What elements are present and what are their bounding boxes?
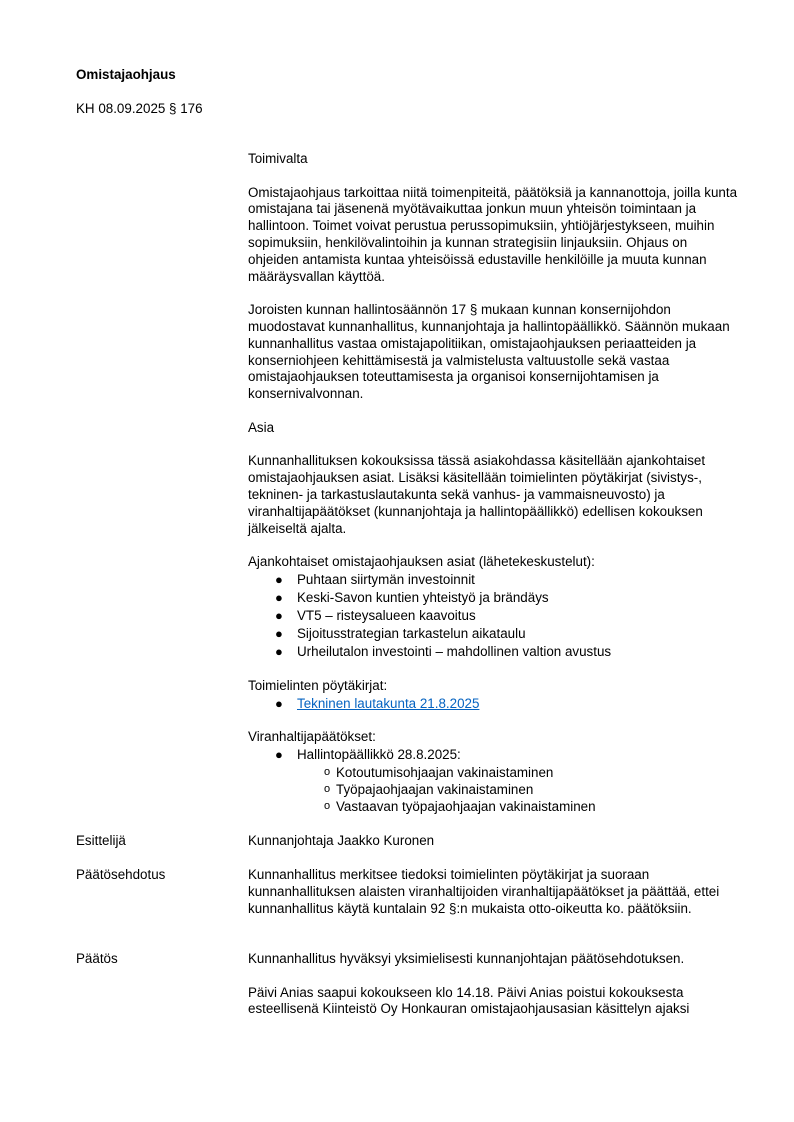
toimivalta-heading: Toimivalta [248, 151, 308, 166]
poytakirjat-list [248, 695, 740, 713]
list-item: ● Puhtaan siirtymän investoinnit [275, 571, 475, 587]
list-item: ● Keski-Savon kuntien yhteistyö ja brändäys [275, 589, 549, 605]
bullet-dot-icon: ● [275, 695, 283, 711]
viranhaltija-list [248, 746, 740, 764]
esittelija-label: Esittelijä [76, 833, 126, 848]
poytakirjat-heading: Toimielinten pöytäkirjat: [248, 677, 388, 693]
bullet-dot-icon: ● [275, 747, 283, 763]
bullet-dot-icon: ● [275, 625, 283, 641]
viranhaltija-heading: Viranhaltijapäätökset: [248, 729, 376, 745]
paatos-note: Päivi Anias saapui kokoukseen klo 14.18. Päivi Anias poistui kokouksesta esteellisenä Kiinteistö Oy Honkauran omistajaohjausasian käsittelyn ajaksi [248, 984, 690, 1017]
toimivalta-paragraph-2: Joroisten kunnan hallintosäännön 17 § mukaan kunnan konsernijohdon muodostavat kunnanhallitus, kunnanjohtaja ja hallintopäällikkö. Säännön mukaan kunnanhallitus vastaa omistajapolitiikan, omistajaohjauksen periaatteiden ja konserniohjeen kehittämisestä ja valmistelusta valtuustolle sekä vastaa omistajaohjauksen toteuttamisesta ja organisoi konsernijohtamisen ja konsernivalvonnan. [248, 302, 730, 402]
bullet-dot-icon: ● [275, 571, 283, 587]
list-item [248, 695, 740, 713]
asia-paragraph: Kunnanhallituksen kokouksissa tässä asiakohdassa käsitellään ajankohtaiset omistajaohjauksen asiat. Lisäksi käsitellään toimielinten pöytäkirjat (sivistys-, tekninen- ja tarkastuslautakunta sekä vanhus- ja vammaisneuvosto) ja viranhaltijapäätökset (kunnanjohtaja ja hallintopäällikkö) edellisen kokouksen jälkeiseltä ajalta. [248, 453, 706, 536]
list-item: ● VT5 – risteysalueen kaavoitus [275, 607, 476, 623]
hollow-circle-icon: o [324, 800, 331, 813]
main-content [248, 151, 740, 815]
toimivalta-paragraph-1: Omistajaohjaus tarkoittaa niitä toimenpiteitä, päätöksiä ja kannanottoja, joilla kunta omistajana tai jäsenenä myötävaikuttaa jonkun muun yhteisön toimintaan ja hallintoon. Toimet voivat perustua perussopimuksiin, yhtiöjärjestykseen, muihin sopimuksiin, henkilövalintoihin ja kunnan strategisiin linjauksiin. Ohjaus on ohjeiden antamista kuntaa yhteisöissä edustaville henkilöille ja muuta kunnan määräysvallan käyttöä. [248, 184, 738, 284]
bullet-dot-icon: ● [275, 589, 283, 605]
paatosehdotus-label: Päätösehdotus [76, 867, 166, 882]
asia-heading: Asia [248, 419, 275, 435]
ajankohtaiset-list [248, 571, 740, 661]
bullet-dot-icon: ● [275, 643, 283, 659]
paatos-label: Päätös [76, 951, 118, 966]
esittelija-value: Kunnanjohtaja Jaakko Kuronen [248, 833, 435, 848]
meeting-reference: KH 08.09.2025 § 176 [76, 101, 203, 116]
list-item: ● Urheilutalon investointi – mahdollinen valtion avustus [275, 643, 612, 659]
list-item: ● Hallintopäällikkö 28.8.2025: [275, 747, 461, 763]
list-item: o Työpajaohjaajan vakinaistaminen [324, 782, 534, 798]
viranhaltija-sublist [248, 764, 740, 815]
bullet-dot-icon: ● [275, 607, 283, 623]
list-item: o Vastaavan työpajaohjaajan vakinaistaminen [324, 799, 596, 815]
list-item: o Kotoutumisohjaajan vakinaistaminen [324, 765, 554, 781]
page-title: Omistajaohjaus [76, 67, 176, 82]
paatos-value: Kunnanhallitus hyväksyi yksimielisesti kunnanjohtajan päätösehdotuksen. [248, 951, 685, 966]
tekninen-lautakunta-link[interactable]: Tekninen lautakunta 21.8.2025 [297, 695, 480, 711]
paatosehdotus-value: Kunnanhallitus merkitsee tiedoksi toimielinten pöytäkirjat ja suoraan kunnanhallituksen alaisten viranhaltijoiden viranhaltijapäätökset ja päättää, ettei kunnanhallitus käytä kuntalain 92 §:n mukaista otto-oikeutta ko. päätöksiin. [248, 867, 720, 916]
hollow-circle-icon: o [324, 783, 331, 796]
ajankohtaiset-heading: Ajankohtaiset omistajaohjauksen asiat (lähetekeskustelut): [248, 554, 595, 570]
hollow-circle-icon: o [324, 766, 331, 779]
list-item: ● Sijoitusstrategian tarkastelun aikataulu [275, 625, 526, 641]
